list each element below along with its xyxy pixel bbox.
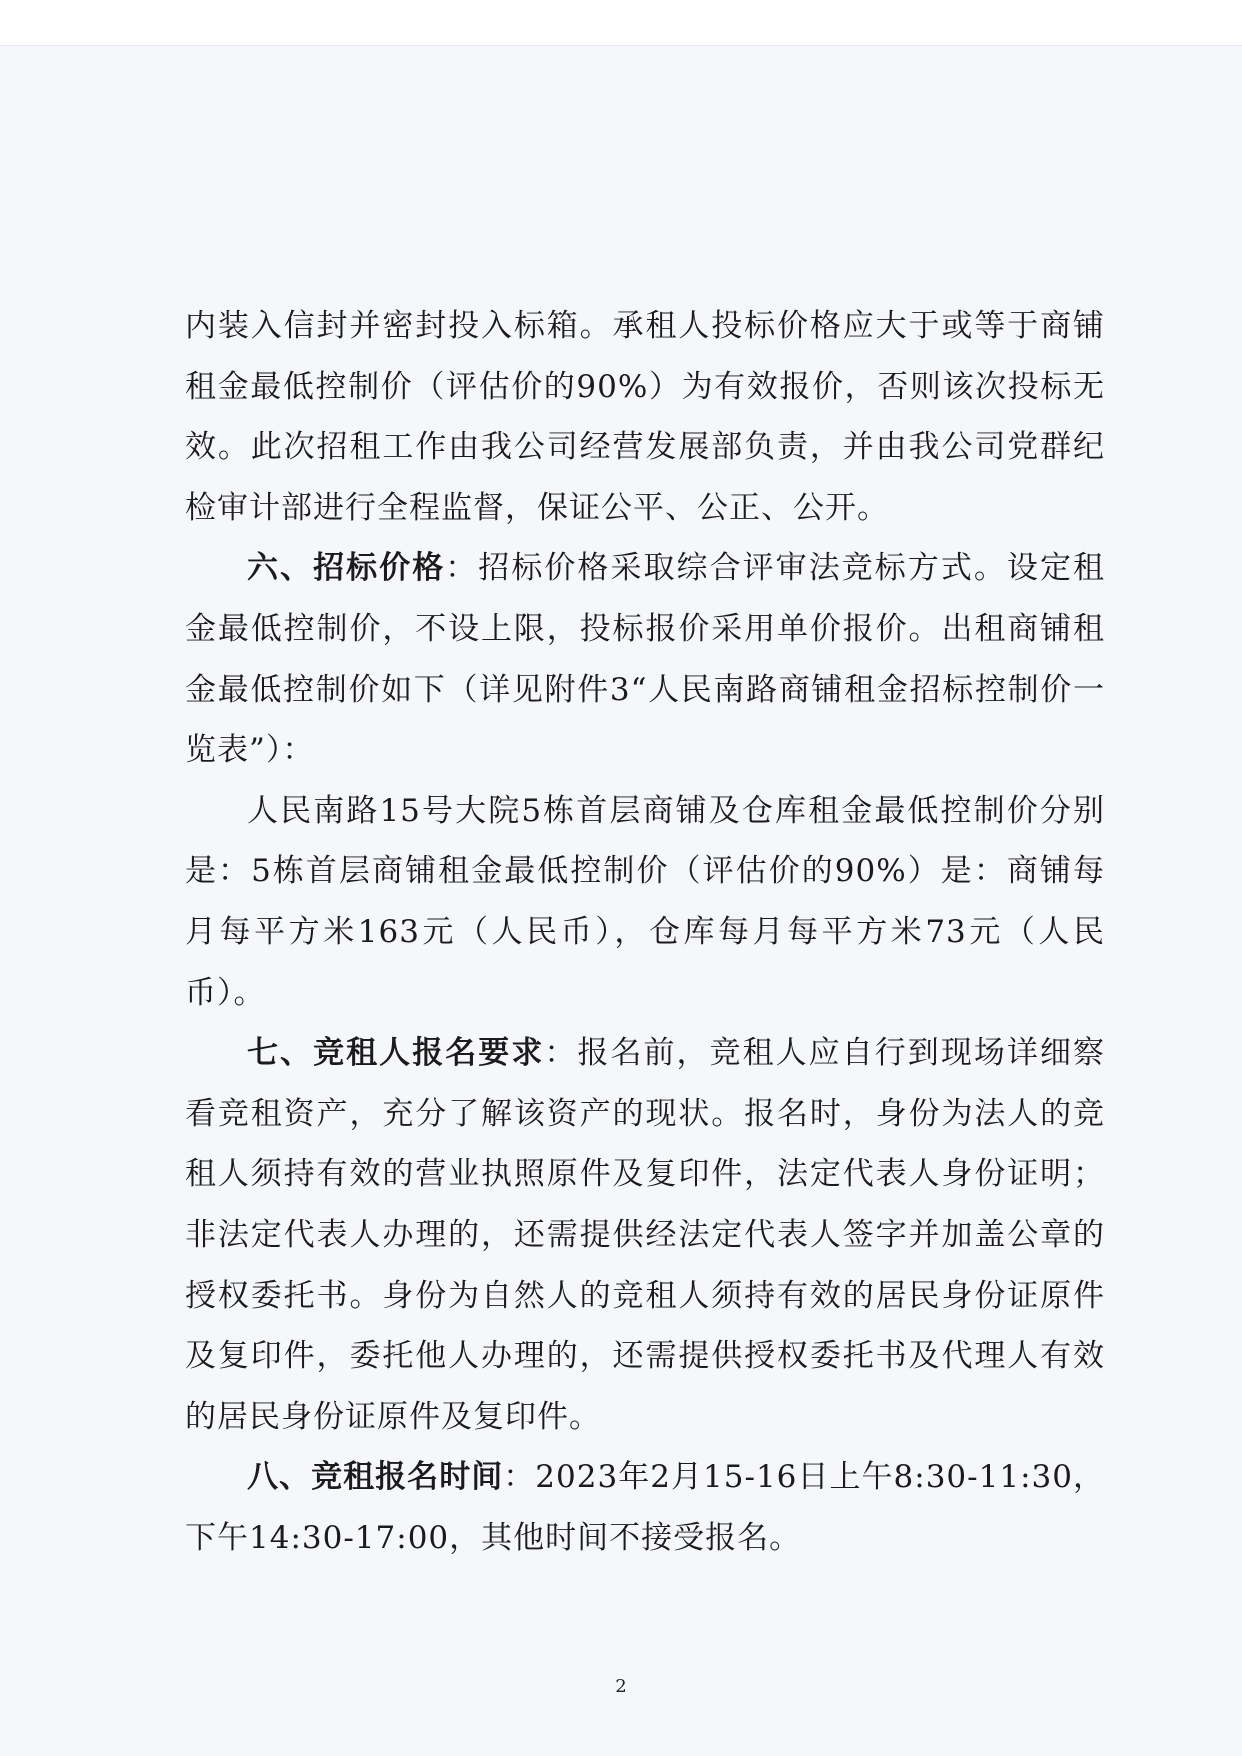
- page-number: 2: [615, 1676, 627, 1697]
- document-page: [0, 45, 1242, 1756]
- section-heading-eight: 八、竞租报名时间: [247, 1459, 504, 1496]
- paragraph-continuation: [185, 296, 1105, 538]
- paragraph-text: 内装入信封并密封投入标箱。承租人投标价格应大于或等于商铺租金最低控制价（评估价的90%）为有效报价，否则该次投标无效。此次招租工作由我公司经营发展部负责，并由我公司党群纪检审计部进行全程监督，保证公平、公正、公开。: [185, 308, 1105, 526]
- paragraph-bid-price: [185, 538, 1105, 780]
- paragraph-text: ：招标价格采取综合评审法竞标方式。设定租金最低控制价，不设上限，投标报价采用单价报价。出租商铺租金最低控制价如下（详见附件3“人民南路商铺租金招标控制价一览表”）：: [185, 550, 1106, 769]
- paragraph-text: 人民南路15号大院5栋首层商铺及仓库租金最低控制价分别是：5栋首层商铺租金最低控制价（评估价的90%）是：商铺每月每平方米163元（人民币），仓库每月每平方米73元（人民币）。: [185, 792, 1105, 1011]
- document-body: [185, 296, 1105, 1568]
- paragraph-registration-requirements: [185, 1023, 1105, 1447]
- section-heading-six: 六、招标价格: [247, 550, 446, 587]
- paragraph-text: ：报名前，竞租人应自行到现场详细察看竞租资产，充分了解该资产的现状。报名时，身份为法人的竞租人须持有效的营业执照原件及复印件，法定代表人身份证明；非法定代表人办理的，还需提供经法定代表人签字并加盖公章的授权委托书。身份为自然人的竞租人须持有效的居民身份证原件及复印件，委托他人办理的，还需提供授权委托书及代理人有效的居民身份证原件及复印件。: [185, 1035, 1105, 1435]
- section-heading-seven: 七、竞租人报名要求: [247, 1035, 545, 1072]
- paragraph-registration-time: [185, 1447, 1105, 1568]
- paragraph-text: ：2023年2月15-16日上午8:30-11:30，下午14:30-17:00，其他时间不接受报名。: [185, 1459, 1105, 1556]
- paragraph-min-price: [185, 781, 1105, 1023]
